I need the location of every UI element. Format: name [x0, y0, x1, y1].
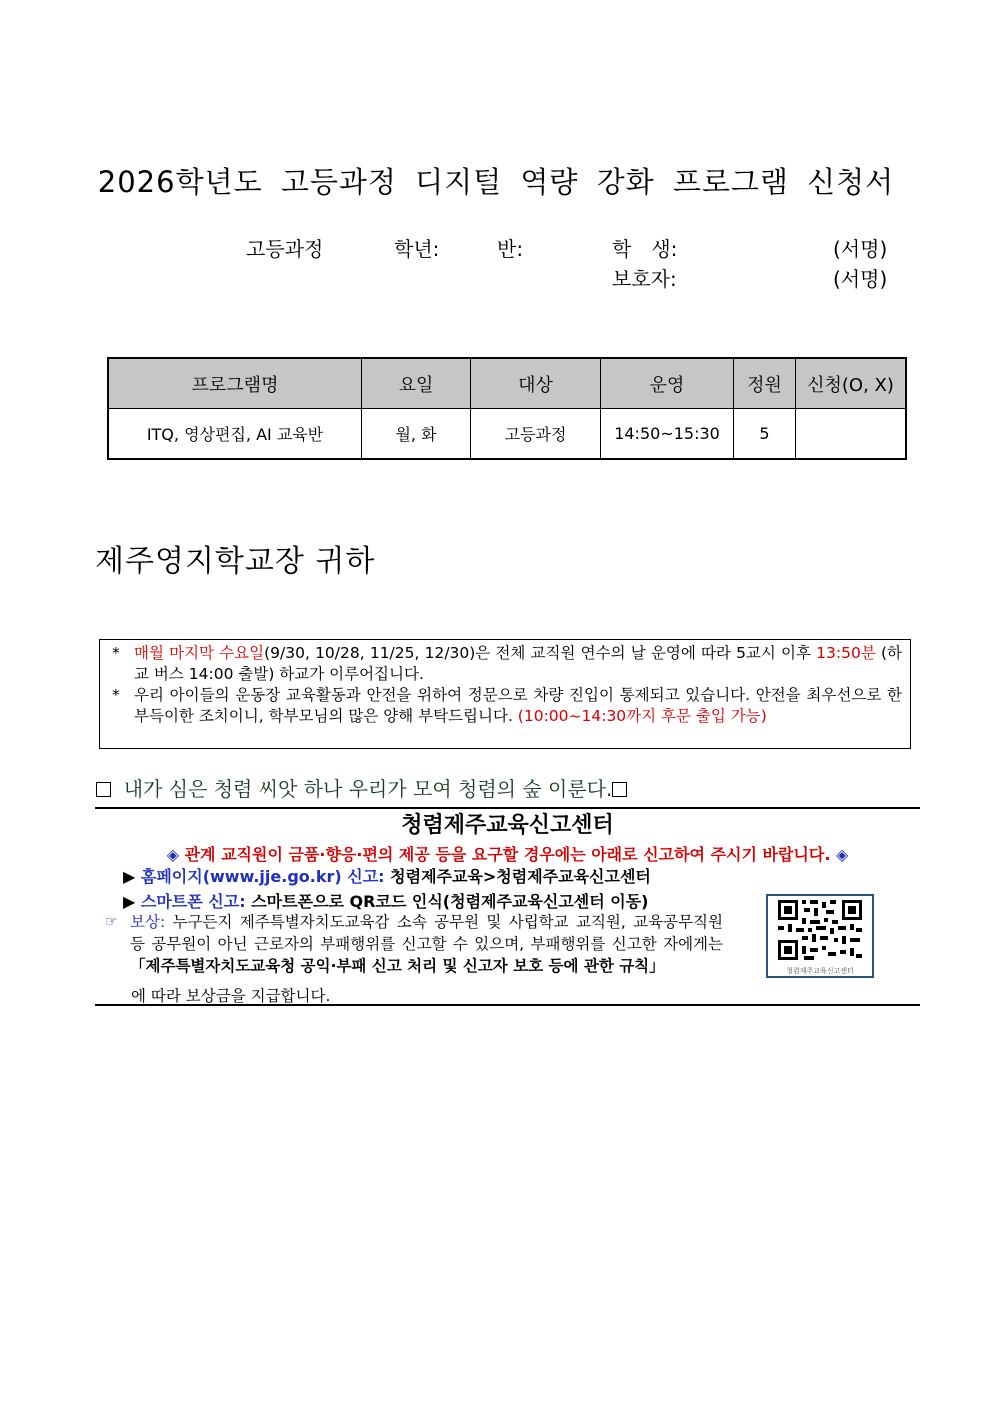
- diamond-icon: ◈: [835, 845, 849, 864]
- empty-box-icon: [96, 782, 111, 797]
- parent-label: 보호자:: [612, 267, 677, 291]
- diamond-icon: ◈: [166, 845, 180, 864]
- arrow-icon: ▶: [123, 867, 136, 886]
- program-table: [107, 357, 907, 460]
- cell-target: 고등과정: [471, 409, 601, 460]
- smartphone-report-row: [123, 889, 648, 912]
- star-bullet: *: [112, 686, 120, 704]
- divider-bottom: [95, 1004, 920, 1006]
- grade-label: 학년:: [394, 237, 440, 261]
- notice-text: (9/30, 10/28, 11/25, 12/30)은 전체 교직원 연수의 날 운영에 따라 5교시 이후: [264, 644, 817, 662]
- cell-apply[interactable]: [796, 409, 907, 460]
- student-sign-label: (서명): [833, 237, 888, 261]
- header-program-name: 프로그램명: [108, 358, 362, 409]
- notice-text: 우리 아이들의 운동장 교육활동과 안전을 위하여 정문으로 차량 진입이 통제되고 있습니다. 안전을 최우선으로 한 부득이한 조치이니, 학부모님의 많은 양해 부탁드립니다.: [134, 686, 902, 725]
- header-apply: 신청(O, X): [796, 358, 907, 409]
- qr-code-icon: [768, 896, 872, 964]
- notice-text-2: (하교 버스 14:00 출발) 하교가 이루어집니다.: [134, 644, 902, 683]
- homepage-report-label[interactable]: 홈페이지(www.jje.go.kr) 신고:: [140, 867, 385, 886]
- empty-box-icon: [612, 782, 627, 797]
- cell-program-name: ITQ, 영상편집, AI 교육반: [108, 409, 362, 460]
- course-label: 고등과정: [246, 237, 324, 261]
- cell-schedule: 14:50~15:30: [601, 409, 734, 460]
- report-center-title: 청렴제주교육신고센터: [401, 813, 614, 838]
- reward-rule: 「제주특별자치도교육청 공익·부패 신고 처리 및 신고자 보호 등에 관한 규칙」: [130, 957, 665, 975]
- homepage-report-row: [123, 864, 651, 887]
- header-day: 요일: [362, 358, 471, 409]
- class-label: 반:: [497, 237, 524, 261]
- slogan-text: 내가 심은 청렴 씨앗 하나 우리가 모여 청렴의 숲 이룬다.: [123, 777, 613, 801]
- header-schedule: 운영: [601, 358, 734, 409]
- student-label: 학 생:: [612, 237, 678, 261]
- header-capacity: 정원: [734, 358, 796, 409]
- notice-time-highlight: 13:50분: [816, 644, 876, 662]
- qr-label: 청렴제주교육신고센터: [786, 967, 854, 975]
- arrow-icon: ▶: [123, 892, 136, 911]
- notice-highlight: (10:00~14:30까지 후문 출입 가능): [517, 707, 767, 725]
- pointing-hand-icon: ☞: [105, 914, 118, 930]
- report-notice-text: 관계 교직원이 금품·향응·편의 제공 등을 요구할 경우에는 아래로 신고하여 주시기 바랍니다.: [184, 845, 831, 864]
- slogan: [96, 773, 627, 802]
- table-header-row: [108, 358, 906, 409]
- notice-box: [99, 639, 911, 749]
- notice-highlight: 매월 마지막 수요일: [134, 644, 265, 662]
- notice-item-1: [112, 643, 902, 685]
- reward-text: 누구든지 제주특별자치도교육감 소속 공무원 및 사립학교 교직원, 교육공무직원 등 공무원이 아닌 근로자의 부패행위를 신고할 수 있으며, 부패행위를 신고한 자에게는: [130, 913, 723, 953]
- notice-item-2: [112, 685, 902, 727]
- star-bullet: *: [112, 644, 120, 662]
- table-row: [108, 409, 906, 460]
- smartphone-report-label: 스마트폰 신고:: [140, 892, 246, 911]
- reward-last-line: 에 따라 보상금을 지급합니다.: [131, 987, 331, 1005]
- reward-label: 보상:: [130, 913, 166, 931]
- smartphone-report-text: 스마트폰으로 QR코드 인식(청렴제주교육신고센터 이동): [251, 892, 649, 911]
- homepage-report-path: 청렴제주교육>청렴제주교육신고센터: [390, 867, 651, 886]
- cell-capacity: 5: [734, 409, 796, 460]
- page-title: 2026학년도 고등과정 디지털 역량 강화 프로그램 신청서: [97, 165, 895, 199]
- parent-sign-label: (서명): [833, 267, 888, 291]
- reward-info: [105, 911, 723, 977]
- report-notice: [95, 842, 920, 865]
- header-target: 대상: [471, 358, 601, 409]
- addressee: 제주영지학교장 귀하: [95, 544, 376, 579]
- cell-day: 월, 화: [362, 409, 471, 460]
